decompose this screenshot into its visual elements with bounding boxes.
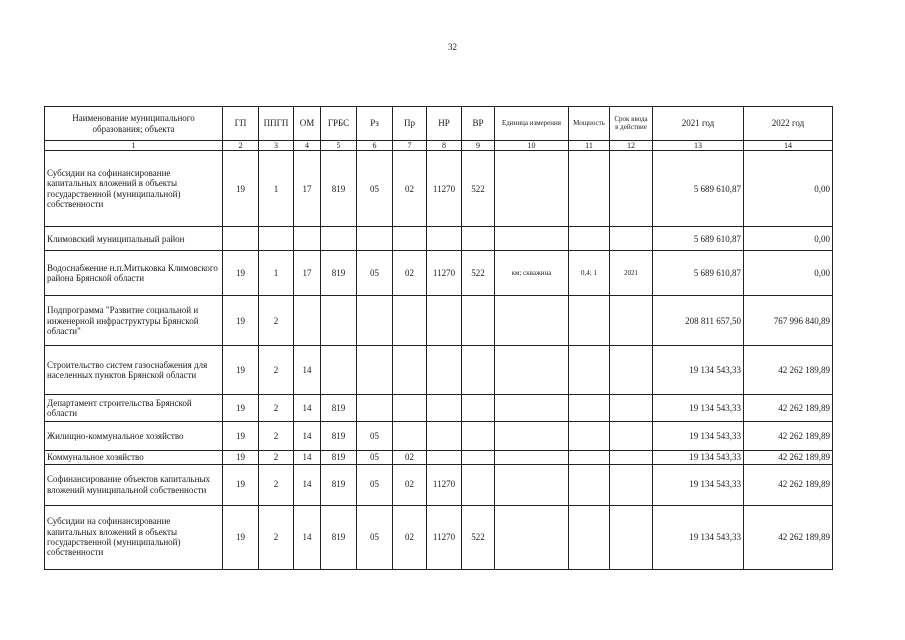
budget-table [44,106,833,570]
column-number: 14 [744,141,833,151]
row-cell: 05 [357,151,393,227]
row-cell: 14 [294,395,321,422]
row-cell: 11270 [427,505,462,569]
row-cell: 767 996 840,89 [744,296,833,346]
row-cell [610,451,653,464]
row-cell [393,422,427,451]
row-name-cell: Субсидии на софинансирование капитальных вложений в объекты государственной (муниципальной) собственности [45,505,223,569]
column-number: 7 [393,141,427,151]
header-ppgp: ППГП [259,107,294,141]
row-cell: 522 [462,505,495,569]
row-cell [495,451,569,464]
row-cell: 19 [223,296,259,346]
row-cell: 14 [294,505,321,569]
column-number: 2 [223,141,259,151]
row-cell: км; скважина [495,251,569,296]
row-cell [427,395,462,422]
row-cell [610,296,653,346]
row-cell: 819 [321,505,357,569]
row-cell: 42 262 189,89 [744,422,833,451]
row-cell: 819 [321,464,357,505]
row-cell [393,227,427,251]
row-cell [569,151,610,227]
row-cell [462,227,495,251]
row-cell: 05 [357,451,393,464]
column-number: 8 [427,141,462,151]
row-cell: 42 262 189,89 [744,464,833,505]
row-cell: 819 [321,251,357,296]
row-cell: 19 134 543,33 [653,422,744,451]
row-cell [294,296,321,346]
header-om: ОМ [294,107,321,141]
row-cell [427,451,462,464]
header-nr: НР [427,107,462,141]
row-cell: 19 134 543,33 [653,505,744,569]
row-cell: 1 [259,151,294,227]
row-cell [357,227,393,251]
row-cell [495,346,569,395]
row-name-cell: Коммунальное хозяйство [45,451,223,464]
row-cell [393,346,427,395]
column-number: 1 [45,141,223,151]
header-row [45,107,833,141]
row-cell [462,296,495,346]
row-cell [569,395,610,422]
row-cell [495,296,569,346]
row-cell: 819 [321,451,357,464]
row-cell [462,451,495,464]
row-name-cell: Подпрограмма "Развитие социальной и инженерной инфраструктуры Брянской области" [45,296,223,346]
row-cell [495,505,569,569]
row-cell [462,464,495,505]
header-rz: Рз [357,107,393,141]
row-cell: 0,00 [744,151,833,227]
table-row [45,505,833,569]
header-2022: 2022 год [744,107,833,141]
row-cell: 19 [223,346,259,395]
row-cell [427,422,462,451]
row-cell: 19 [223,395,259,422]
row-cell: 14 [294,451,321,464]
row-cell: 05 [357,251,393,296]
page-number: 32 [448,42,457,52]
row-cell: 19 134 543,33 [653,451,744,464]
row-cell: 42 262 189,89 [744,451,833,464]
table-row [45,251,833,296]
row-cell [610,505,653,569]
row-name-cell: Климовский муниципальный район [45,227,223,251]
row-cell: 02 [393,251,427,296]
table-row [45,346,833,395]
header-unit: Единица измерения [495,107,569,141]
row-cell: 522 [462,151,495,227]
row-cell [569,422,610,451]
row-cell [393,296,427,346]
row-cell: 2021 [610,251,653,296]
row-cell: 14 [294,464,321,505]
row-cell: 02 [393,451,427,464]
row-cell [569,296,610,346]
row-cell: 2 [259,346,294,395]
row-cell [495,151,569,227]
row-cell [569,346,610,395]
row-cell: 5 689 610,87 [653,227,744,251]
row-cell: 17 [294,151,321,227]
row-cell: 208 811 657,50 [653,296,744,346]
row-cell: 42 262 189,89 [744,346,833,395]
row-cell: 19 [223,151,259,227]
column-number: 6 [357,141,393,151]
row-name-cell: Водоснабжение н.п.Митьковка Климовского района Брянской области [45,251,223,296]
row-cell [294,227,321,251]
row-cell: 819 [321,151,357,227]
table-row [45,296,833,346]
table-row [45,395,833,422]
row-cell [569,227,610,251]
column-number: 3 [259,141,294,151]
row-cell: 0,00 [744,227,833,251]
table-row [45,227,833,251]
row-cell: 19 134 543,33 [653,346,744,395]
row-cell: 19 134 543,33 [653,395,744,422]
row-cell: 02 [393,464,427,505]
row-cell [321,346,357,395]
header-pr: Пр [393,107,427,141]
row-cell [610,346,653,395]
row-cell: 19 [223,464,259,505]
row-name-cell: Жилищно-коммунальное хозяйство [45,422,223,451]
column-number: 5 [321,141,357,151]
row-cell: 2 [259,395,294,422]
header-gp: ГП [223,107,259,141]
row-cell: 819 [321,395,357,422]
row-cell [495,422,569,451]
row-cell: 2 [259,422,294,451]
row-cell: 19 [223,451,259,464]
row-cell: 14 [294,346,321,395]
row-cell: 0,4; 1 [569,251,610,296]
row-cell: 14 [294,422,321,451]
table-row [45,464,833,505]
row-cell: 2 [259,296,294,346]
row-name-cell: Строительство систем газоснабжения для населенных пунктов Брянской области [45,346,223,395]
row-cell [495,395,569,422]
column-number: 4 [294,141,321,151]
row-cell: 2 [259,505,294,569]
column-number-row [45,141,833,151]
row-cell: 11270 [427,464,462,505]
row-cell [259,227,294,251]
row-cell [610,151,653,227]
row-cell [462,422,495,451]
header-grbs: ГРБС [321,107,357,141]
row-cell [610,227,653,251]
row-cell: 42 262 189,89 [744,505,833,569]
row-cell [569,505,610,569]
row-cell: 19 134 543,33 [653,464,744,505]
row-cell [569,464,610,505]
header-2021: 2021 год [653,107,744,141]
row-cell: 19 [223,251,259,296]
row-cell [223,227,259,251]
row-cell: 17 [294,251,321,296]
row-cell [357,346,393,395]
header-commission-date: Срок ввода в действие [610,107,653,141]
header-capacity: Мощность [569,107,610,141]
row-cell [427,346,462,395]
row-cell [427,296,462,346]
row-cell [610,464,653,505]
row-name-cell: Субсидии на софинансирование капитальных вложений в объекты государственной (муниципальной) собственности [45,151,223,227]
table-row [45,451,833,464]
row-cell: 42 262 189,89 [744,395,833,422]
column-number: 9 [462,141,495,151]
row-cell [610,422,653,451]
row-cell: 2 [259,464,294,505]
row-cell: 11270 [427,151,462,227]
header-name: Наименование муниципального образования; объекта [45,107,223,141]
row-cell: 19 [223,505,259,569]
row-cell [321,227,357,251]
column-number: 12 [610,141,653,151]
row-cell [462,346,495,395]
row-cell: 522 [462,251,495,296]
row-cell [357,395,393,422]
row-name-cell: Софинансирование объектов капитальных вложений муниципальной собственности [45,464,223,505]
row-cell [495,227,569,251]
table-row [45,422,833,451]
row-cell: 05 [357,422,393,451]
column-number: 11 [569,141,610,151]
row-cell [357,296,393,346]
row-cell [495,464,569,505]
row-cell: 19 [223,422,259,451]
row-cell: 02 [393,505,427,569]
row-cell: 05 [357,505,393,569]
column-number: 10 [495,141,569,151]
row-cell [427,227,462,251]
row-cell [462,395,495,422]
row-name-cell: Департамент строительства Брянской области [45,395,223,422]
row-cell: 2 [259,451,294,464]
row-cell [321,296,357,346]
row-cell: 5 689 610,87 [653,151,744,227]
row-cell: 819 [321,422,357,451]
row-cell [610,395,653,422]
row-cell: 05 [357,464,393,505]
table-row [45,151,833,227]
row-cell: 11270 [427,251,462,296]
header-vr: ВР [462,107,495,141]
row-cell [569,451,610,464]
column-number: 13 [653,141,744,151]
row-cell: 02 [393,151,427,227]
row-cell: 5 689 610,87 [653,251,744,296]
row-cell: 0,00 [744,251,833,296]
row-cell: 1 [259,251,294,296]
row-cell [393,395,427,422]
